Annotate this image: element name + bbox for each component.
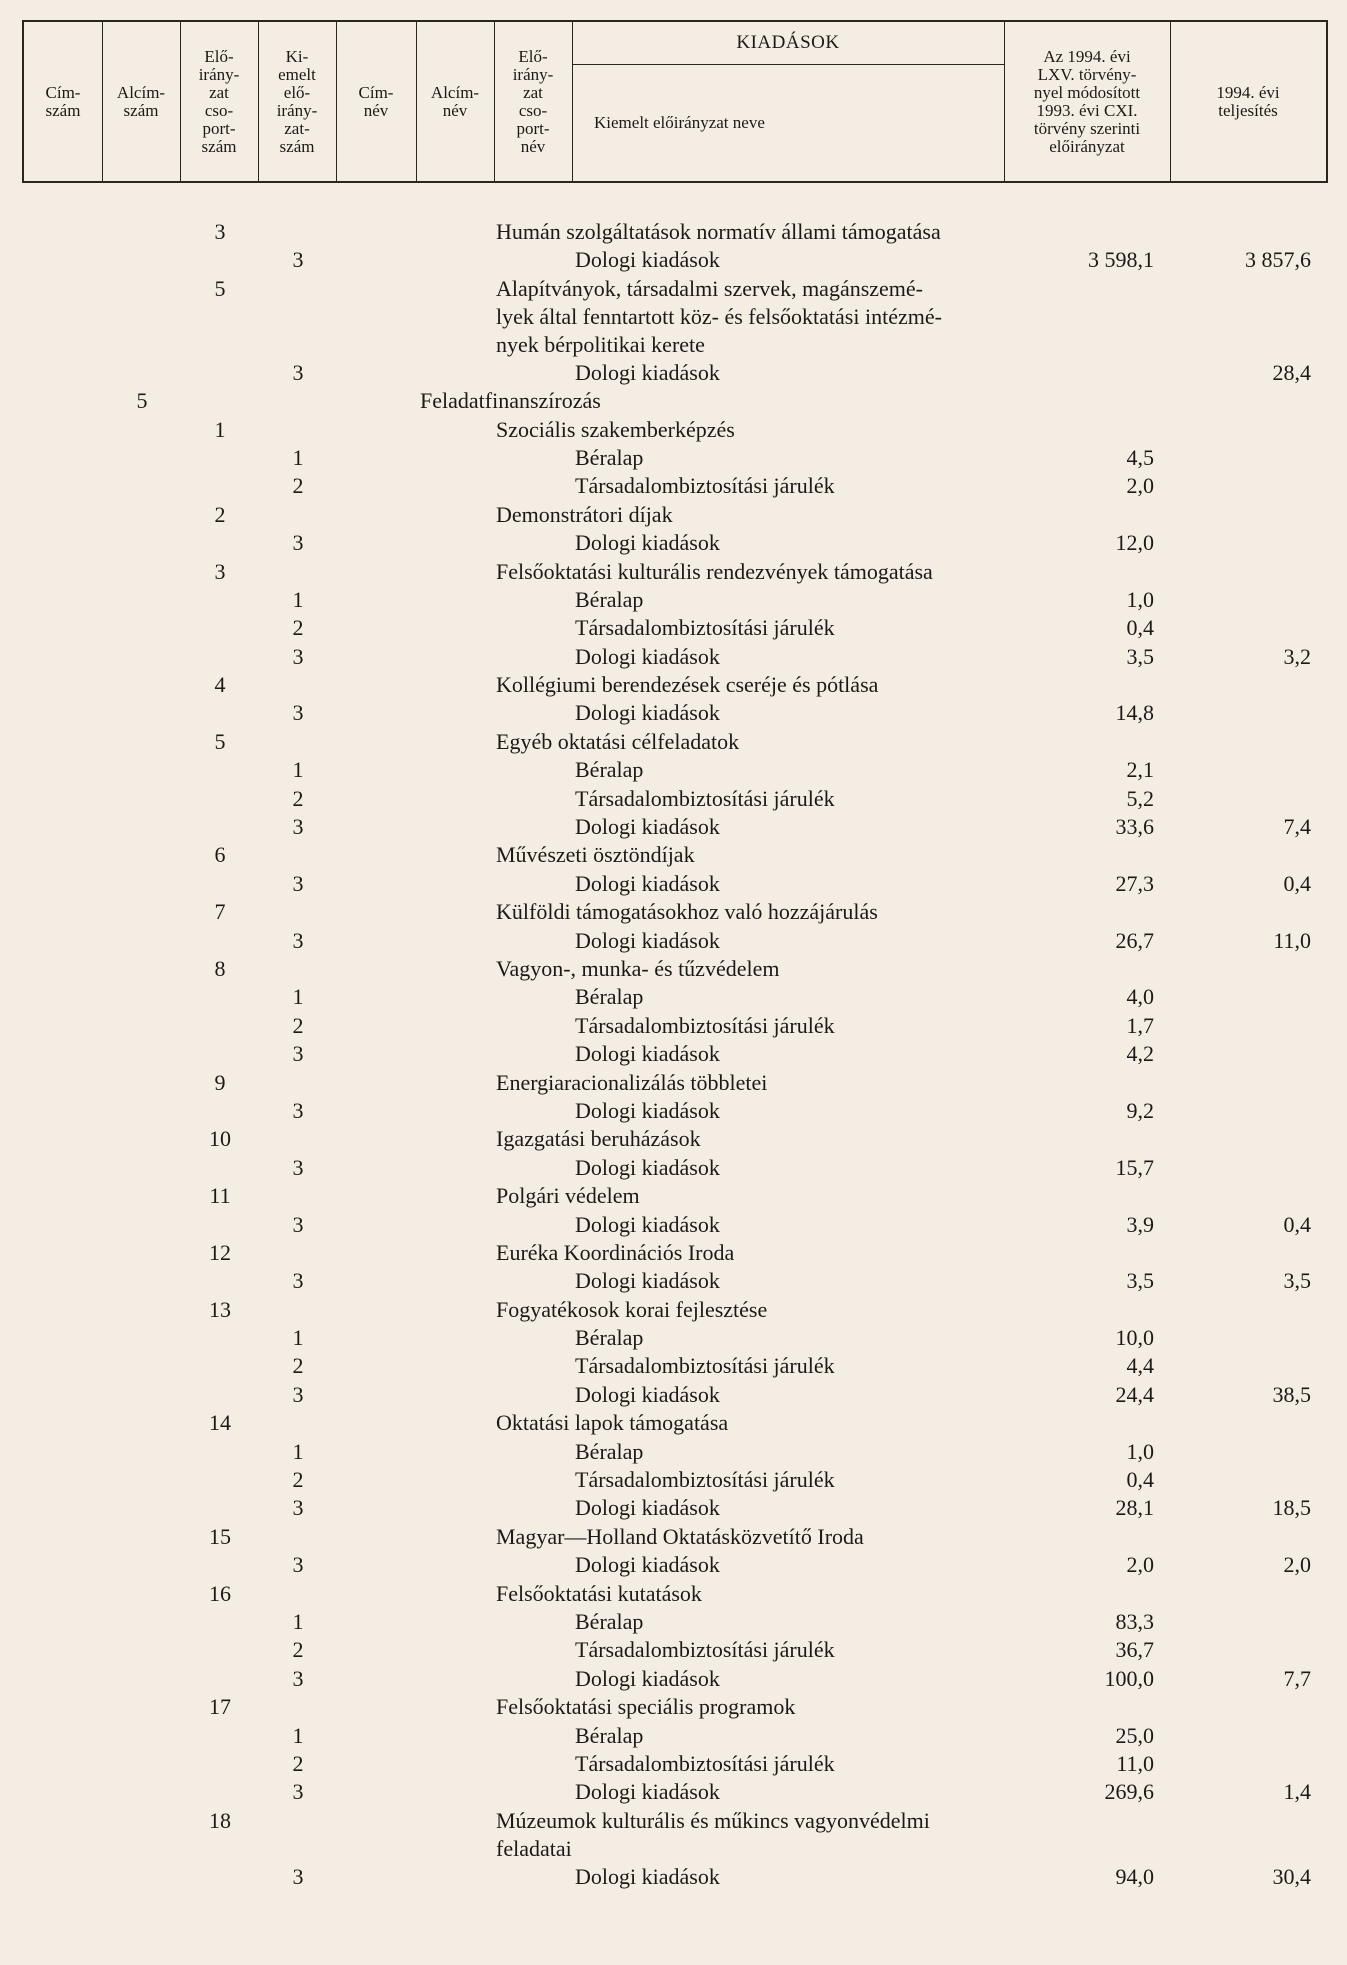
table-row bbox=[0, 1409, 1347, 1437]
kiemelt-eloiranyzat-number: 3 bbox=[292, 1381, 304, 1407]
header-label-line: elő- bbox=[283, 82, 311, 102]
table-row bbox=[0, 1636, 1347, 1664]
teljesites-value: 18,5 bbox=[1272, 1495, 1311, 1521]
kiemelt-eloiranyzat-number: 2 bbox=[292, 615, 304, 641]
modositott-eloiranyzat-value: 36,7 bbox=[1115, 1637, 1154, 1663]
kiemelt-eloiranyzat-number: 1 bbox=[292, 1438, 304, 1464]
eloiranyzat-csoport-number: 7 bbox=[214, 899, 226, 925]
teljesites-value: 3,2 bbox=[1283, 643, 1311, 669]
table-row bbox=[0, 1466, 1347, 1494]
modositott-eloiranyzat-value: 1,7 bbox=[1126, 1012, 1154, 1038]
eloiranyzat-csoport-name: Demonstrátori díjak bbox=[496, 501, 673, 527]
table-row bbox=[0, 699, 1347, 727]
header-teljesites bbox=[1170, 22, 1326, 181]
kiemelt-eloiranyzat-number: 2 bbox=[292, 1353, 304, 1379]
modositott-eloiranyzat-value: 4,2 bbox=[1126, 1041, 1154, 1067]
table-row bbox=[0, 275, 1347, 359]
eloiranyzat-csoport-name: Energiaracionalizálás többletei bbox=[496, 1069, 768, 1095]
kiemelt-eloiranyzat-number: 2 bbox=[292, 785, 304, 811]
kiemelt-eloiranyzat-name: Dologi kiadások bbox=[575, 530, 720, 556]
kiemelt-eloiranyzat-name: Társadalombiztosítási járulék bbox=[575, 615, 835, 641]
table-row bbox=[0, 1182, 1347, 1210]
name-line: nyek bérpolitikai kerete bbox=[496, 331, 705, 357]
table-row bbox=[0, 1296, 1347, 1324]
header-label-line: szám bbox=[45, 100, 81, 120]
modositott-eloiranyzat-value: 94,0 bbox=[1115, 1863, 1154, 1889]
table-row bbox=[0, 1069, 1347, 1097]
header-label-line: név bbox=[442, 100, 468, 120]
table-body bbox=[0, 218, 1347, 1891]
modositott-eloiranyzat-value: 2,0 bbox=[1126, 473, 1154, 499]
header-label-line: név bbox=[363, 100, 389, 120]
eloiranyzat-csoport-number: 5 bbox=[214, 728, 226, 754]
modositott-eloiranyzat-value: 3,5 bbox=[1126, 643, 1154, 669]
modositott-eloiranyzat-value: 5,2 bbox=[1126, 785, 1154, 811]
kiemelt-eloiranyzat-name: Dologi kiadások bbox=[575, 1041, 720, 1067]
table-row bbox=[0, 1438, 1347, 1466]
table-row bbox=[0, 1012, 1347, 1040]
eloiranyzat-csoport-name: Igazgatási beruházások bbox=[496, 1126, 701, 1152]
table-row bbox=[0, 1665, 1347, 1693]
kiemelt-eloiranyzat-name: Béralap bbox=[575, 1325, 644, 1351]
kiemelt-eloiranyzat-number: 1 bbox=[292, 1608, 304, 1634]
table-row bbox=[0, 246, 1347, 274]
header-label-line: szám bbox=[279, 136, 315, 156]
header-alcimnev bbox=[416, 22, 495, 181]
kiemelt-eloiranyzat-name: Dologi kiadások bbox=[575, 247, 720, 273]
eloiranyzat-csoport-number: 1 bbox=[214, 416, 226, 442]
kiemelt-eloiranyzat-name: Társadalombiztosítási járulék bbox=[575, 1353, 835, 1379]
eloiranyzat-csoport-number: 17 bbox=[209, 1694, 231, 1720]
modositott-eloiranyzat-value: 0,4 bbox=[1126, 615, 1154, 641]
header-eloiranyzat-csoportnev bbox=[494, 22, 573, 181]
table-row bbox=[0, 1324, 1347, 1352]
header-cimszam bbox=[24, 22, 103, 181]
kiemelt-eloiranyzat-name: Béralap bbox=[575, 444, 644, 470]
table-row bbox=[0, 1551, 1347, 1579]
modositott-eloiranyzat-value: 28,1 bbox=[1115, 1495, 1154, 1521]
kiemelt-eloiranyzat-number: 2 bbox=[292, 473, 304, 499]
header-label-line: előirányzat bbox=[1049, 136, 1125, 156]
name-line: Alapítványok, társadalmi szervek, magánszemé- bbox=[496, 275, 924, 301]
eloiranyzat-csoport-number: 3 bbox=[214, 558, 226, 584]
kiemelt-eloiranyzat-number: 3 bbox=[292, 247, 304, 273]
eloiranyzat-csoport-name: Külföldi támogatásokhoz való hozzájárulás bbox=[496, 899, 878, 925]
table-row bbox=[0, 614, 1347, 642]
kiemelt-eloiranyzat-number: 1 bbox=[292, 444, 304, 470]
kiemelt-eloiranyzat-name: Társadalombiztosítási járulék bbox=[575, 1012, 835, 1038]
kiemelt-eloiranyzat-number: 3 bbox=[292, 1665, 304, 1691]
table-row bbox=[0, 785, 1347, 813]
table-header bbox=[22, 20, 1328, 183]
table-row bbox=[0, 1863, 1347, 1891]
kiemelt-eloiranyzat-number: 3 bbox=[292, 1863, 304, 1889]
table-row bbox=[0, 1239, 1347, 1267]
table-row bbox=[0, 1125, 1347, 1153]
kiemelt-eloiranyzat-number: 1 bbox=[292, 1325, 304, 1351]
header-label-line: név bbox=[520, 136, 546, 156]
kiemelt-eloiranyzat-name: Dologi kiadások bbox=[575, 1268, 720, 1294]
kiemelt-eloiranyzat-name: Dologi kiadások bbox=[575, 1779, 720, 1805]
kiemelt-eloiranyzat-name: Dologi kiadások bbox=[575, 643, 720, 669]
kiemelt-eloiranyzat-name: Társadalombiztosítási járulék bbox=[575, 785, 835, 811]
table-row bbox=[0, 1211, 1347, 1239]
modositott-eloiranyzat-value: 12,0 bbox=[1115, 530, 1154, 556]
teljesites-value: 11,0 bbox=[1273, 927, 1311, 953]
kiemelt-eloiranyzat-name: Béralap bbox=[575, 757, 644, 783]
kiemelt-eloiranyzat-number: 3 bbox=[292, 1779, 304, 1805]
table-row bbox=[0, 643, 1347, 671]
header-cimnev bbox=[336, 22, 417, 181]
header-eloiranyzat-csoportszam bbox=[180, 22, 259, 181]
kiemelt-eloiranyzat-name: Dologi kiadások bbox=[575, 1552, 720, 1578]
kiemelt-eloiranyzat-number: 3 bbox=[292, 530, 304, 556]
header-label-line: Cím- bbox=[45, 82, 81, 102]
header-label-line: Alcím- bbox=[116, 82, 166, 102]
teljesites-value: 3,5 bbox=[1283, 1268, 1311, 1294]
header-label-line: teljesítés bbox=[1218, 100, 1278, 120]
kiemelt-eloiranyzat-number: 3 bbox=[292, 1495, 304, 1521]
modositott-eloiranyzat-value: 9,2 bbox=[1126, 1097, 1154, 1123]
kiemelt-eloiranyzat-name: Dologi kiadások bbox=[575, 1863, 720, 1889]
eloiranyzat-csoport-number: 15 bbox=[209, 1523, 231, 1549]
table-row bbox=[0, 501, 1347, 529]
eloiranyzat-csoport-name: Oktatási lapok támogatása bbox=[496, 1410, 729, 1436]
modositott-eloiranyzat-value: 100,0 bbox=[1104, 1665, 1154, 1691]
header-label-line: zat- bbox=[284, 118, 310, 138]
table-row bbox=[0, 983, 1347, 1011]
eloiranyzat-csoport-name: Humán szolgáltatások normatív állami támogatása bbox=[496, 219, 941, 244]
modositott-eloiranyzat-value: 14,8 bbox=[1115, 700, 1154, 726]
modositott-eloiranyzat-value: 1,0 bbox=[1126, 1438, 1154, 1464]
header-label-line: port- bbox=[516, 118, 550, 138]
kiemelt-eloiranyzat-number: 3 bbox=[292, 359, 304, 385]
eloiranyzat-csoport-number: 13 bbox=[209, 1296, 231, 1322]
eloiranyzat-csoport-number: 12 bbox=[209, 1239, 231, 1265]
header-label-line: törvény szerinti bbox=[1033, 118, 1141, 138]
header-label-line: Elő- bbox=[204, 46, 234, 66]
kiemelt-eloiranyzat-name: Dologi kiadások bbox=[575, 1097, 720, 1123]
eloiranyzat-csoport-name bbox=[496, 1807, 1016, 1863]
header-label-line: szám bbox=[123, 100, 159, 120]
kiemelt-eloiranyzat-number: 1 bbox=[292, 984, 304, 1010]
table-row bbox=[0, 387, 1347, 415]
kiemelt-eloiranyzat-name: Dologi kiadások bbox=[575, 870, 720, 896]
kiemelt-eloiranyzat-number: 2 bbox=[292, 1012, 304, 1038]
table-row bbox=[0, 728, 1347, 756]
kiemelt-eloiranyzat-name: Dologi kiadások bbox=[575, 359, 720, 385]
modositott-eloiranyzat-value: 10,0 bbox=[1115, 1325, 1154, 1351]
table-row bbox=[0, 813, 1347, 841]
modositott-eloiranyzat-value: 0,4 bbox=[1126, 1467, 1154, 1493]
eloiranyzat-csoport-number: 14 bbox=[209, 1410, 231, 1436]
eloiranyzat-csoport-number: 18 bbox=[209, 1807, 231, 1833]
eloiranyzat-csoport-name: Kollégiumi berendezések cseréje és pótlása bbox=[496, 672, 879, 698]
header-label-line: nyel módosított bbox=[1033, 82, 1141, 102]
teljesites-value: 0,4 bbox=[1283, 870, 1311, 896]
eloiranyzat-csoport-number: 5 bbox=[214, 275, 226, 301]
header-modositott-eloiranyzat bbox=[1004, 22, 1171, 181]
table-row bbox=[0, 756, 1347, 784]
header-label-line: 1993. évi CXI. bbox=[1036, 100, 1138, 120]
eloiranyzat-csoport-name: Euréka Koordinációs Iroda bbox=[496, 1239, 735, 1265]
kiemelt-eloiranyzat-name: Társadalombiztosítási járulék bbox=[575, 1467, 835, 1493]
eloiranyzat-csoport-number: 10 bbox=[209, 1126, 231, 1152]
kiemelt-eloiranyzat-number: 3 bbox=[292, 870, 304, 896]
eloiranyzat-csoport-name: Művészeti ösztöndíjak bbox=[496, 842, 695, 868]
kiemelt-eloiranyzat-number: 2 bbox=[292, 1750, 304, 1776]
modositott-eloiranyzat-value: 2,1 bbox=[1126, 757, 1154, 783]
kiemelt-eloiranyzat-name: Béralap bbox=[575, 1608, 644, 1634]
kiemelt-eloiranyzat-name: Dologi kiadások bbox=[575, 814, 720, 840]
table-row bbox=[0, 1722, 1347, 1750]
kiemelt-eloiranyzat-number: 3 bbox=[292, 700, 304, 726]
header-label-line: Az 1994. évi bbox=[1043, 46, 1131, 66]
eloiranyzat-csoport-number: 16 bbox=[209, 1580, 231, 1606]
modositott-eloiranyzat-value: 4,0 bbox=[1126, 984, 1154, 1010]
header-label-line: cso- bbox=[204, 100, 234, 120]
eloiranyzat-csoport-name: Magyar—Holland Oktatásközvetítő Iroda bbox=[496, 1523, 864, 1549]
teljesites-value: 1,4 bbox=[1283, 1779, 1311, 1805]
kiemelt-eloiranyzat-number: 3 bbox=[292, 1211, 304, 1237]
header-label-line: emelt bbox=[278, 64, 316, 84]
header-label-line: Ki- bbox=[285, 46, 309, 66]
header-kiemelt-eloiranyzatszam bbox=[258, 22, 337, 181]
kiemelt-eloiranyzat-name: Béralap bbox=[575, 984, 644, 1010]
modositott-eloiranyzat-value: 26,7 bbox=[1115, 927, 1154, 953]
header-label-line: szám bbox=[201, 136, 237, 156]
eloiranyzat-csoport-number: 8 bbox=[214, 955, 226, 981]
kiemelt-eloiranyzat-name: Társadalombiztosítási járulék bbox=[575, 1637, 835, 1663]
modositott-eloiranyzat-value: 269,6 bbox=[1104, 1779, 1154, 1805]
eloiranyzat-csoport-number: 4 bbox=[214, 672, 226, 698]
modositott-eloiranyzat-value: 3,5 bbox=[1126, 1268, 1154, 1294]
teljesites-value: 38,5 bbox=[1272, 1381, 1311, 1407]
cim-name: Feladatfinanszírozás bbox=[420, 388, 601, 414]
table-row bbox=[0, 927, 1347, 955]
modositott-eloiranyzat-value: 33,6 bbox=[1115, 814, 1154, 840]
teljesites-value: 2,0 bbox=[1283, 1552, 1311, 1578]
kiemelt-eloiranyzat-number: 2 bbox=[292, 1467, 304, 1493]
eloiranyzat-csoport-number: 9 bbox=[214, 1069, 226, 1095]
eloiranyzat-csoport-name: Felsőoktatási speciális programok bbox=[496, 1694, 796, 1720]
kiemelt-eloiranyzat-number: 3 bbox=[292, 1268, 304, 1294]
eloiranyzat-csoport-number: 2 bbox=[214, 501, 226, 527]
table-row bbox=[0, 1154, 1347, 1182]
table-row bbox=[0, 1352, 1347, 1380]
kiemelt-eloiranyzat-number: 3 bbox=[292, 1154, 304, 1180]
kiemelt-eloiranyzat-name: Dologi kiadások bbox=[575, 1665, 720, 1691]
table-row bbox=[0, 1693, 1347, 1721]
kiemelt-eloiranyzat-number: 3 bbox=[292, 927, 304, 953]
modositott-eloiranyzat-value: 83,3 bbox=[1115, 1608, 1154, 1634]
eloiranyzat-csoport-name: Fogyatékosok korai fejlesztése bbox=[496, 1296, 768, 1322]
teljesites-value: 28,4 bbox=[1272, 359, 1311, 385]
kiemelt-eloiranyzat-name: Béralap bbox=[575, 1722, 644, 1748]
table-row bbox=[0, 529, 1347, 557]
modositott-eloiranyzat-value: 2,0 bbox=[1126, 1552, 1154, 1578]
modositott-eloiranyzat-value: 1,0 bbox=[1126, 586, 1154, 612]
table-row bbox=[0, 1580, 1347, 1608]
table-row bbox=[0, 955, 1347, 983]
eloiranyzat-csoport-name: Felsőoktatási kutatások bbox=[496, 1580, 702, 1606]
header-kiemelt-eloiranyzat-neve: Kiemelt előirányzat neve bbox=[594, 113, 765, 132]
table-row bbox=[0, 1608, 1347, 1636]
table-row bbox=[0, 1267, 1347, 1295]
table-row bbox=[0, 218, 1347, 246]
kiemelt-eloiranyzat-name: Béralap bbox=[575, 1438, 644, 1464]
kiemelt-eloiranyzat-name: Dologi kiadások bbox=[575, 927, 720, 953]
table-row bbox=[0, 359, 1347, 387]
table-row bbox=[0, 898, 1347, 926]
table-row bbox=[0, 1040, 1347, 1068]
table-row bbox=[0, 472, 1347, 500]
kiemelt-eloiranyzat-number: 3 bbox=[292, 1552, 304, 1578]
table-row bbox=[0, 1778, 1347, 1806]
header-label-line: Cím- bbox=[358, 82, 394, 102]
modositott-eloiranyzat-value: 4,5 bbox=[1126, 444, 1154, 470]
table-row bbox=[0, 586, 1347, 614]
header-label-line: zat bbox=[523, 82, 543, 102]
header-label-line: 1994. évi bbox=[1216, 82, 1280, 102]
eloiranyzat-csoport-name: Vagyon-, munka- és tűzvédelem bbox=[496, 955, 780, 981]
table-row bbox=[0, 558, 1347, 586]
table-row bbox=[0, 1381, 1347, 1409]
header-label-line: cso- bbox=[518, 100, 548, 120]
modositott-eloiranyzat-value: 24,4 bbox=[1115, 1381, 1154, 1407]
header-alcimszam bbox=[102, 22, 181, 181]
kiemelt-eloiranyzat-number: 2 bbox=[292, 1637, 304, 1663]
table-row bbox=[0, 416, 1347, 444]
table-row bbox=[0, 1097, 1347, 1125]
table-row bbox=[0, 1807, 1347, 1863]
header-label-line: zat bbox=[209, 82, 229, 102]
header-label-line: LXV. törvény- bbox=[1037, 64, 1137, 84]
eloiranyzat-csoport-name: Egyéb oktatási célfeladatok bbox=[496, 728, 740, 754]
header-kiadasok: KIADÁSOK bbox=[572, 22, 1004, 65]
eloiranyzat-csoport-name: Polgári védelem bbox=[496, 1183, 640, 1209]
header-label-line: irány- bbox=[198, 64, 240, 84]
kiemelt-eloiranyzat-number: 1 bbox=[292, 586, 304, 612]
table-row bbox=[0, 1494, 1347, 1522]
teljesites-value: 0,4 bbox=[1283, 1211, 1311, 1237]
eloiranyzat-csoport-number: 3 bbox=[214, 219, 226, 244]
kiemelt-eloiranyzat-number: 3 bbox=[292, 1041, 304, 1067]
table-row bbox=[0, 870, 1347, 898]
cim-number: 5 bbox=[136, 388, 148, 414]
eloiranyzat-csoport-name: Szociális szakemberképzés bbox=[496, 416, 735, 442]
kiemelt-eloiranyzat-name: Dologi kiadások bbox=[575, 700, 720, 726]
kiemelt-eloiranyzat-name: Béralap bbox=[575, 586, 644, 612]
table-row bbox=[0, 444, 1347, 472]
name-line: feladatai bbox=[496, 1835, 572, 1861]
kiemelt-eloiranyzat-number: 1 bbox=[292, 757, 304, 783]
kiemelt-eloiranyzat-name: Társadalombiztosítási járulék bbox=[575, 1750, 835, 1776]
kiemelt-eloiranyzat-number: 3 bbox=[292, 1097, 304, 1123]
kiemelt-eloiranyzat-number: 1 bbox=[292, 1722, 304, 1748]
header-label-line: irány- bbox=[276, 100, 318, 120]
modositott-eloiranyzat-value: 25,0 bbox=[1115, 1722, 1154, 1748]
table-row bbox=[0, 671, 1347, 699]
kiemelt-eloiranyzat-number: 3 bbox=[292, 643, 304, 669]
header-label-line: Alcím- bbox=[430, 82, 480, 102]
table-row bbox=[0, 1750, 1347, 1778]
modositott-eloiranyzat-value: 3,9 bbox=[1126, 1211, 1154, 1237]
eloiranyzat-csoport-name bbox=[496, 275, 1016, 359]
kiemelt-eloiranyzat-name: Dologi kiadások bbox=[575, 1495, 720, 1521]
kiemelt-eloiranyzat-name: Dologi kiadások bbox=[575, 1154, 720, 1180]
modositott-eloiranyzat-value: 4,4 bbox=[1126, 1353, 1154, 1379]
modositott-eloiranyzat-value: 3 598,1 bbox=[1088, 247, 1154, 273]
kiemelt-eloiranyzat-name: Dologi kiadások bbox=[575, 1211, 720, 1237]
header-label-line: irány- bbox=[512, 64, 554, 84]
name-line: lyek által fenntartott köz- és felsőoktatási intézmé- bbox=[496, 303, 942, 329]
table-row bbox=[0, 841, 1347, 869]
kiemelt-eloiranyzat-name: Társadalombiztosítási járulék bbox=[575, 473, 835, 499]
kiemelt-eloiranyzat-name: Dologi kiadások bbox=[575, 1381, 720, 1407]
modositott-eloiranyzat-value: 27,3 bbox=[1115, 870, 1154, 896]
header-label-line: Elő- bbox=[518, 46, 548, 66]
teljesites-value: 30,4 bbox=[1272, 1863, 1311, 1889]
modositott-eloiranyzat-value: 11,0 bbox=[1116, 1750, 1154, 1776]
eloiranyzat-csoport-name: Felsőoktatási kulturális rendezvények támogatása bbox=[496, 558, 933, 584]
modositott-eloiranyzat-value: 15,7 bbox=[1115, 1154, 1154, 1180]
eloiranyzat-csoport-number: 11 bbox=[209, 1183, 231, 1209]
table-row bbox=[0, 1523, 1347, 1551]
header-label-line: port- bbox=[202, 118, 236, 138]
teljesites-value: 3 857,6 bbox=[1245, 247, 1311, 273]
name-line: Múzeumok kulturális és műkincs vagyonvédelmi bbox=[496, 1807, 930, 1833]
kiemelt-eloiranyzat-number: 3 bbox=[292, 814, 304, 840]
teljesites-value: 7,4 bbox=[1283, 814, 1311, 840]
teljesites-value: 7,7 bbox=[1283, 1665, 1311, 1691]
eloiranyzat-csoport-number: 6 bbox=[214, 842, 226, 868]
